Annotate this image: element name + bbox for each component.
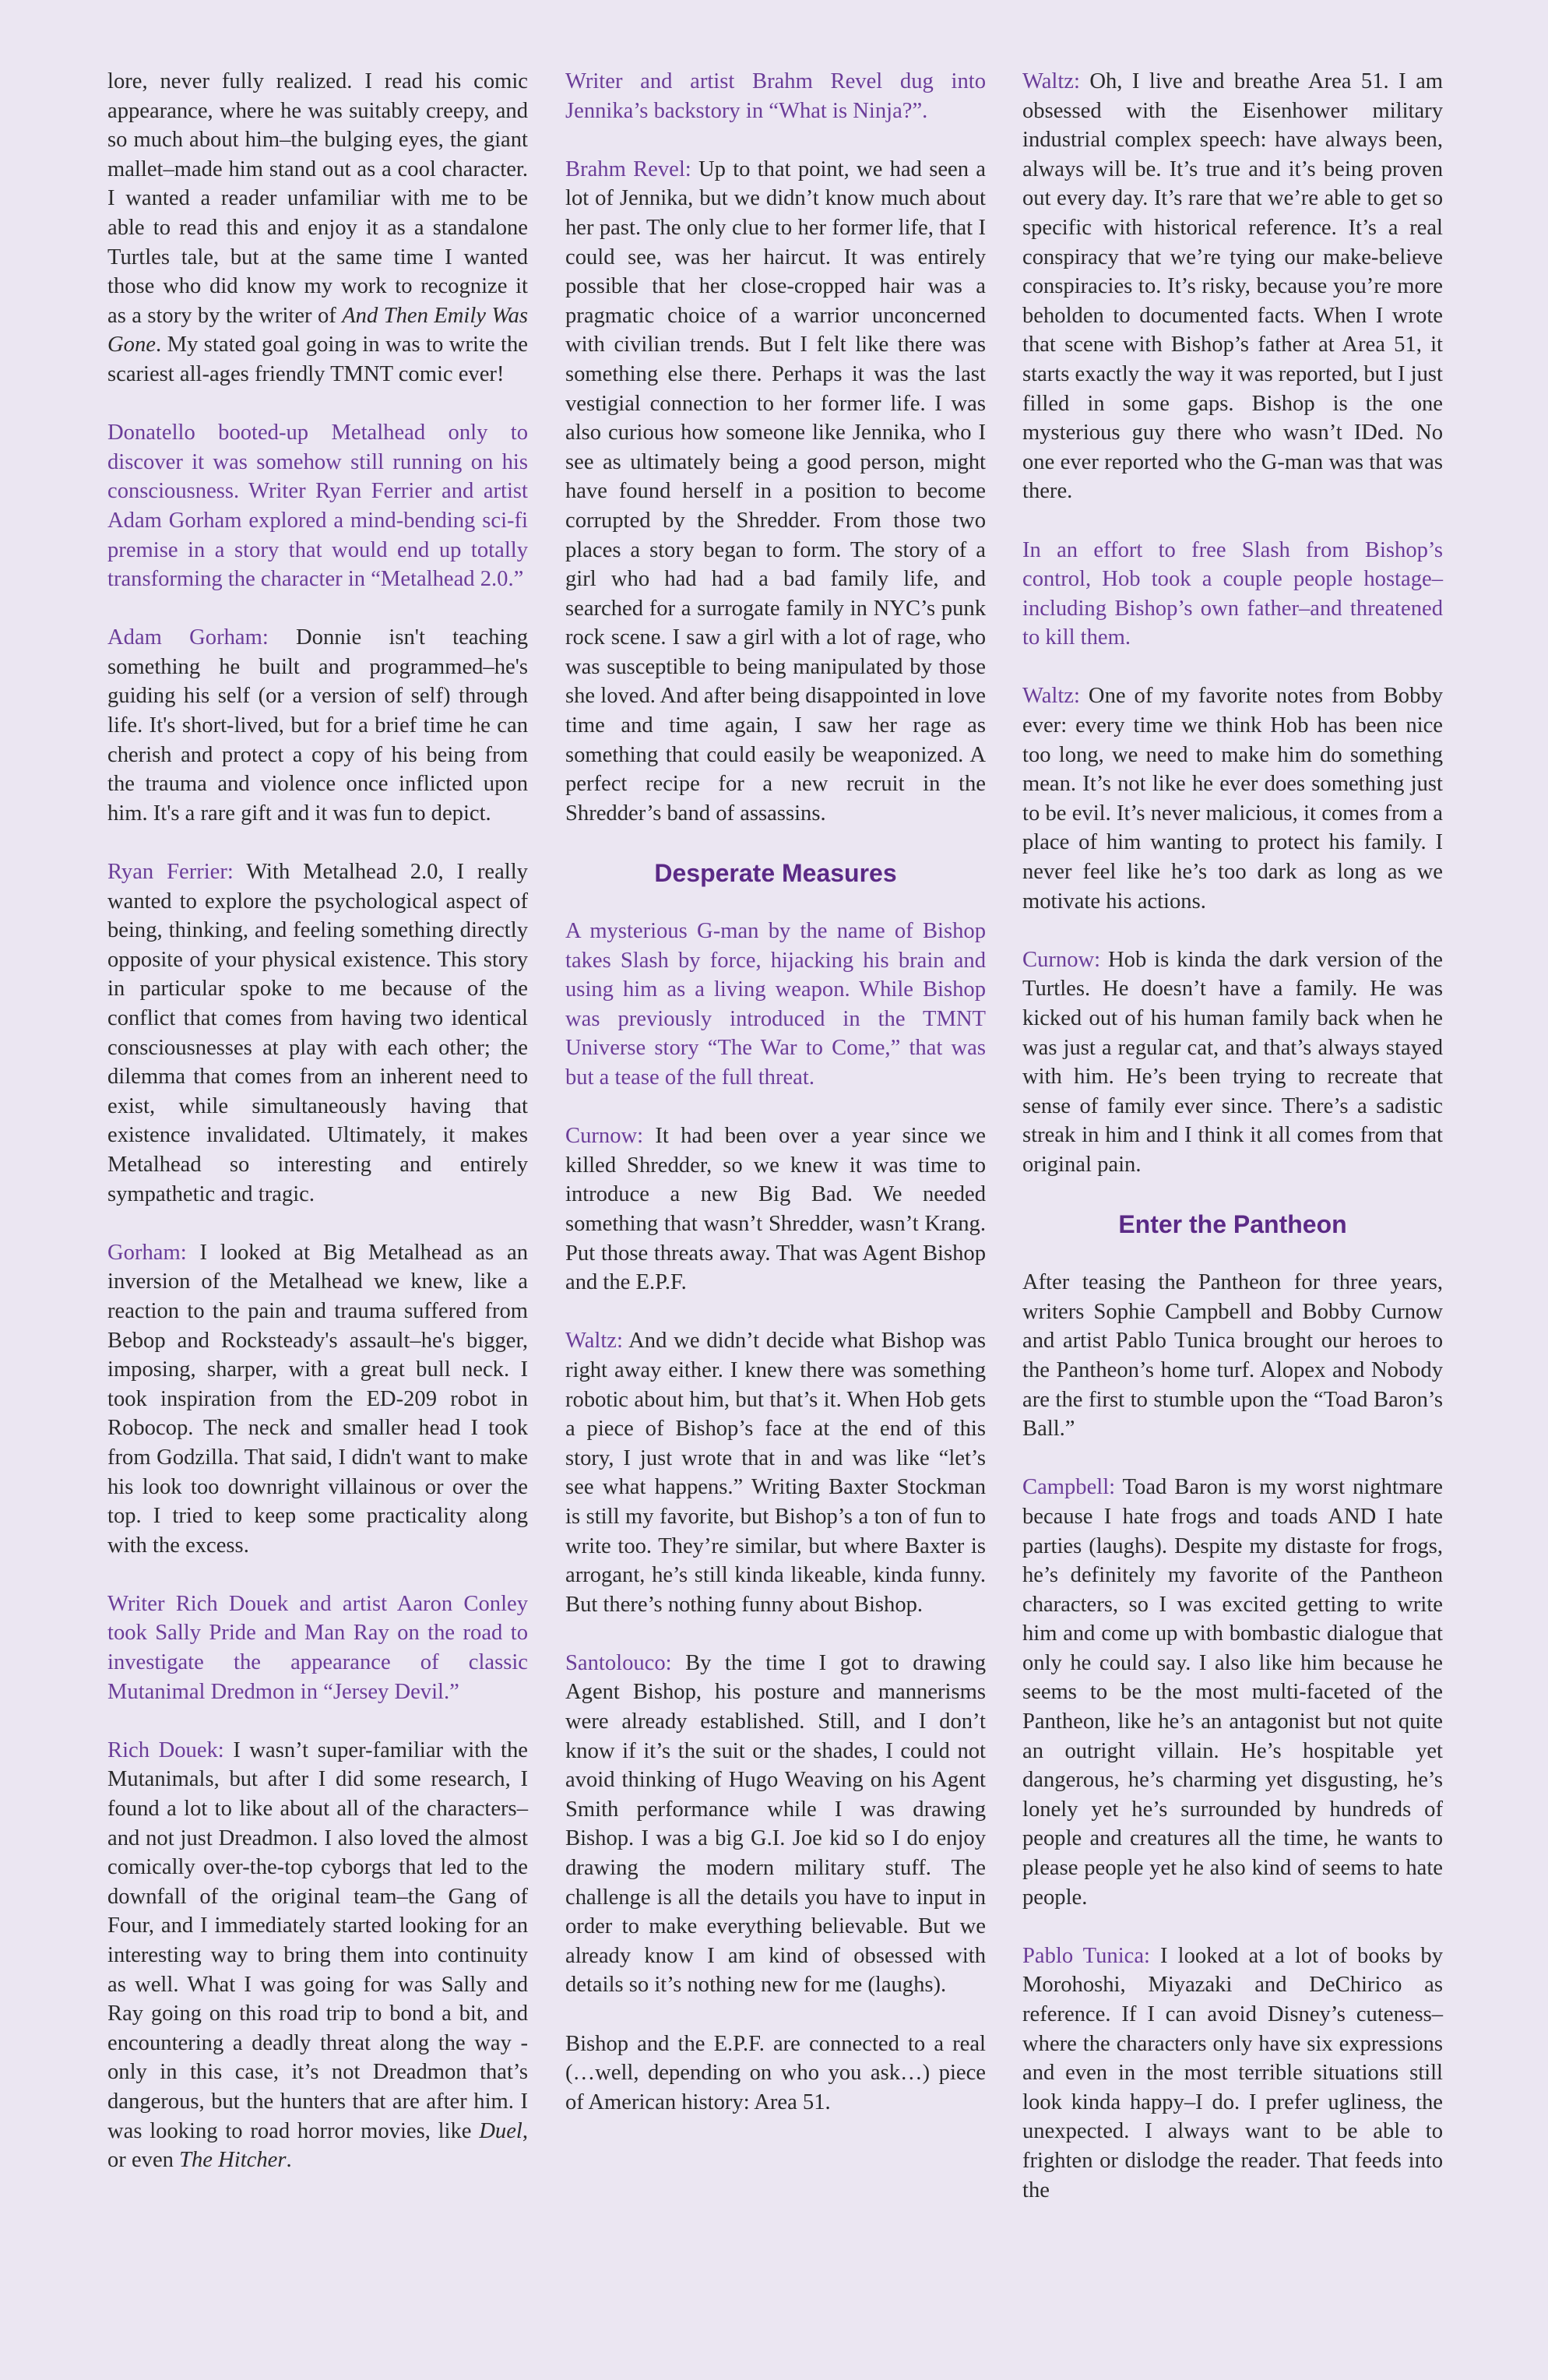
section-heading: Desperate Measures xyxy=(654,859,897,888)
speaker-name: Campbell: xyxy=(1022,1475,1116,1500)
paragraph-text: . My stated goal going in was to write the scariest all-ages friendly TMNT comic ever! xyxy=(107,333,528,386)
answer-text: One of my favorite notes from Bobby ever: every time we think Hob has been nice too long, we need to make him do something mean. It’s not like he ever does something just to be evil. It’s never malicious, it comes from a place of him wanting to protect his family. I never feel like he’s too dark as long as we motivate his actions. xyxy=(1022,684,1443,914)
column-3 xyxy=(1022,67,1443,2234)
interview-answer xyxy=(1022,67,1443,506)
answer-text: I looked at Big Metalhead as an inversion of the Metalhead we knew, like a reaction to the pain and trauma suffered from Bebop and Rocksteady's assault–he's bigger, imposing, sharper, with a great bull neck. I took inspiration from the ED-209 robot in Robocop. The neck and smaller head I took from Godzilla. That said, I didn't want to make his look too downright villainous or over the top. I tried to keep some practicality along with the excess. xyxy=(107,1240,528,1558)
section-intro: In an effort to free Slash from Bishop’s control, Hob took a couple people hostage–including Bishop’s own father–and threatened to kill them. xyxy=(1022,537,1443,650)
speaker-name: Rich Douek: xyxy=(107,1737,224,1762)
paragraph-text: lore, never fully realized. I read his comic appearance, where he was suitably creepy, and so much about him–the bulging eyes, the giant mallet–made him stand out as a cool character. I wanted a reader unfamiliar with me to be able to read this and enjoy it as a standalone Turtles tale, but at the same time I wanted those who did know my work to recognize it as a story by the writer of xyxy=(107,69,528,328)
section-intro: Writer and artist Brahm Revel dug into Jennika’s backstory in “What is Ninja?”. xyxy=(565,69,986,123)
speaker-name: Waltz: xyxy=(1022,684,1080,709)
answer-text: Up to that point, we had seen a lot of Jennika, but we didn’t know much about her past. The only clue to her former life, that I could see, was her haircut. It was entirely possible that her close-cropped hair was a pragmatic choice of a warrior unconcerned with civilian trends. But I felt like there was something else there. Perhaps it was the last vestigial connection to her former life. I was also curious how someone like Jennika, who I see as ultimately being a good person, might have found herself in a position to become corrupted by the Shredder. From those two places a story began to form. The story of a girl who had had a bad family life, and searched for a surrogate family in NYC’s punk rock scene. I saw a girl with a lot of rage, who was susceptible to being manipulated by those she loved. And after being disappointed in love time and time again, I saw her rage as something that could easily be weaponized. A perfect recipe for a new recruit in the Shredder’s band of assassins. xyxy=(565,157,986,826)
speaker-name: Curnow: xyxy=(565,1124,644,1149)
speaker-name: Brahm Revel: xyxy=(565,157,691,181)
answer-text: By the time I got to drawing Agent Bishop, his posture and mannerisms were already established. Still, and I don’t know if it’s the suit or the shades, I could not avoid thinking of Hugo Weaving on his Agent Smith performance while I was drawing Bishop. I was a big G.I. Joe kid so I do enjoy drawing the modern military stuff. The challenge is all the details you have to input in order to make everything believable. But we already know I am kind of obsessed with details so it’s nothing new for me (laughs). xyxy=(565,1650,986,1998)
interview-answer xyxy=(565,1326,986,1619)
interview-answer xyxy=(1022,1473,1443,1912)
interview-answer xyxy=(107,857,528,1209)
speaker-name: Gorham: xyxy=(107,1240,187,1265)
interview-answer xyxy=(565,155,986,829)
interview-answer xyxy=(1022,945,1443,1180)
answer-text: Oh, I live and breathe Area 51. I am obsessed with the Eisenhower military industrial complex speech: have always been, always will be. It’s true and it’s being proven out every day. It’s rare that we’re able to get so specific with historical reference. It’s a real conspiracy that we’re tying our make-believe conspiracies to. It’s risky, because you’re more beholden to documented facts. When I wrote that scene with Bishop’s father at Area 51, it starts exactly the way it was reported, but I just filled in some gaps. Bishop is the one mysterious guy there who wasn’t IDed. No one ever reported who the G-man was that was there. xyxy=(1022,69,1443,504)
interview-answer xyxy=(565,1649,986,2000)
answer-text: With Metalhead 2.0, I really wanted to explore the psychological aspect of being, thinking, and feeling something directly opposite of your physical existence. This story in particular spoke to me because of the conflict that comes from having two identical consciousnesses at play with each other; the dilemma that comes from an inherent need to exist, while simultaneously having that existence invalidated. Ultimately, it makes Metalhead so interesting and entirely sympathetic and tragic. xyxy=(107,860,528,1206)
paragraph: After teasing the Pantheon for three years, writers Sophie Campbell and Bobby Curnow and artist Pablo Tunica brought our heroes to the Pantheon’s home turf. Alopex and Nobody are the first to stumble upon the “Toad Baron’s Ball.” xyxy=(1022,1270,1443,1442)
speaker-name: Santolouco: xyxy=(565,1650,672,1675)
answer-text: Donnie isn't teaching something he built and programmed–he's guiding his self (or a version of self) through life. It's short-lived, but for a brief time he can cherish and protect a copy of his being from the trauma and violence once inflicted upon him. It's a rare gift and it was fun to depict. xyxy=(107,625,528,826)
book-title: And Then Emily Was Gone xyxy=(107,303,528,357)
answer-text: , or even xyxy=(107,2118,528,2173)
answer-text: It had been over a year since we killed Shredder, so we knew it was time to introduce a new Big Bad. We needed something that wasn’t Shredder, wasn’t Krang. Put those threats away. That was Agent Bishop and the E.P.F. xyxy=(565,1124,986,1295)
speaker-name: Waltz: xyxy=(565,1329,623,1354)
answer-text: Toad Baron is my worst nightmare because I hate frogs and toads AND I hate parties (laughs). Despite my distaste for frogs, he’s definitely my favorite of the Pantheon characters, so I was excited getting to write him and come up with bombastic dialogue that only he could say. I also like him because he seems to be the most multi-faceted of the Pantheon, like he’s an antagonist but not quite an outright villain. He’s hospitable yet dangerous, he’s charming yet disgusting, he’s lonely yet he’s surrounded by hundreds of people and creatures all the time, he wants to please people yet he also kind of seems to hate people. xyxy=(1022,1475,1443,1910)
film-title: Duel xyxy=(479,2118,522,2143)
speaker-name: Curnow: xyxy=(1022,947,1101,972)
interview-answer xyxy=(107,1736,528,2175)
answer-text: I wasn’t super-familiar with the Mutanimals, but after I did some research, I found a lot to like about all of the characters–and not just Dreadmon. I also loved the almost comically over-the-top cyborgs that led to the downfall of the original team–the Gang of Four, and I immediately started looking for an interesting way to bring them into continuity as well. What I was going for was Sally and Ray going on this road trip to bond a bit, and encountering a deadly threat along the way - only in this case, it’s not Dreadmon that’s dangerous, but the hunters that are after him. I was looking to road horror movies, like xyxy=(107,1737,528,2143)
paragraph xyxy=(107,67,528,389)
section-intro: A mysterious G-man by the name of Bishop takes Slash by force, hijacking his brain and using him as a living weapon. While Bishop was previously introduced in the TMNT Universe story “The War to Come,” that was but a tease of the full threat. xyxy=(565,919,986,1090)
interview-answer xyxy=(565,1121,986,1297)
interview-answer xyxy=(1022,681,1443,916)
answer-text: . xyxy=(286,2148,292,2173)
column-1 xyxy=(107,67,528,2204)
interview-answer xyxy=(1022,1942,1443,2205)
paragraph: Bishop and the E.P.F. are connected to a real (…well, depending on who you ask…) piece of American history: Area 51. xyxy=(565,2031,986,2114)
speaker-name: Ryan Ferrier: xyxy=(107,860,234,885)
answer-text: I looked at a lot of books by Morohoshi, Miyazaki and DeChirico as reference. If I can avoid Disney’s cuteness–where the characters only have six expressions and even in the most terrible situations still look kinda happy–I do. I prefer ugliness, the unexpected. I always want to be able to frighten or dislodge the reader. That feeds into the xyxy=(1022,1943,1443,2202)
answer-text: And we didn’t decide what Bishop was right away either. I knew there was something robotic about him, but that’s it. When Hob gets a piece of Bishop’s face at the end of this story, I just wrote that in and was like “let’s see what happens.” Writing Baxter Stockman is still my favorite, but Bishop’s a ton of fun to write too. They’re similar, but where Baxter is arrogant, he’s still kinda likeable, kinda funny. But there’s nothing funny about Bishop. xyxy=(565,1329,986,1617)
answer-text: Hob is kinda the dark version of the Turtles. He doesn’t have a family. He was kicked out of his human family back when he was just a regular cat, and that’s always stayed with him. He’s been trying to recreate that sense of family ever since. There’s a sadistic streak in him and I think it all comes from that original pain. xyxy=(1022,947,1443,1177)
section-intro: Donatello booted-up Metalhead only to discover it was somehow still running on his consciousness. Writer Ryan Ferrier and artist Adam Gorham explored a mind-bending sci-fi premise in a story that would end up totally transforming the character in “Metalhead 2.0.” xyxy=(107,421,528,592)
column-2 xyxy=(565,67,986,2146)
section-intro: Writer Rich Douek and artist Aaron Conley took Sally Pride and Man Ray on the road to investigate the appearance of classic Mutanimal Dredmon in “Jersey Devil.” xyxy=(107,1591,528,1704)
interview-answer xyxy=(107,623,528,828)
interview-answer xyxy=(107,1238,528,1561)
speaker-name: Adam Gorham: xyxy=(107,625,269,650)
speaker-name: Pablo Tunica: xyxy=(1022,1943,1150,1968)
film-title: The Hitcher xyxy=(179,2148,287,2173)
section-heading: Enter the Pantheon xyxy=(1118,1210,1347,1239)
speaker-name: Waltz: xyxy=(1022,69,1080,93)
